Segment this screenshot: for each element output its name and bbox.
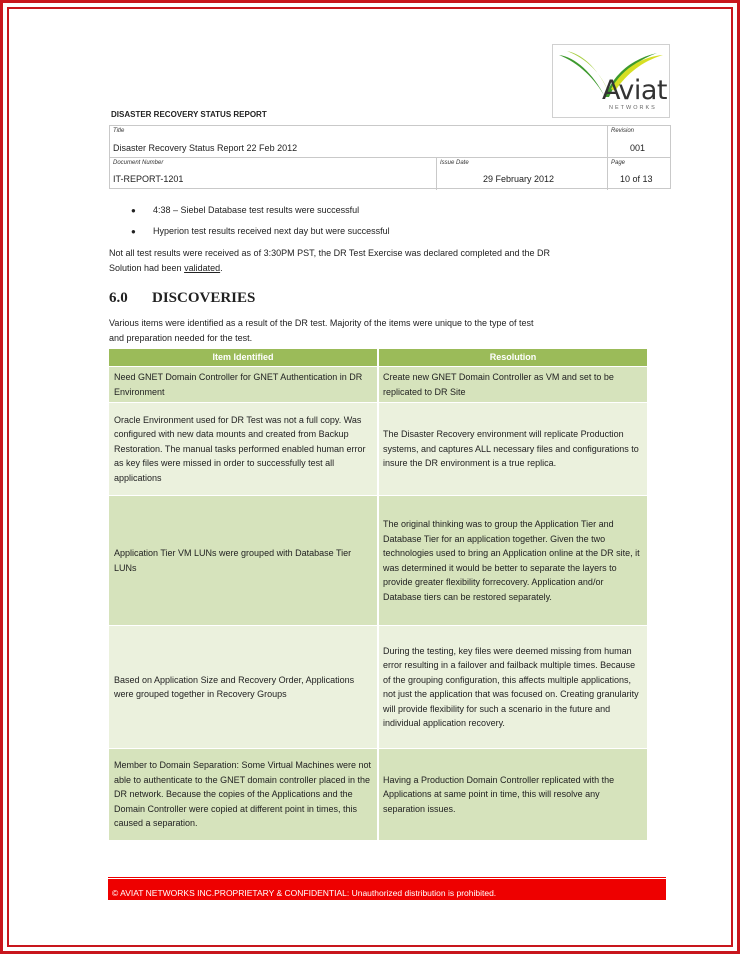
footer-rule	[108, 877, 666, 878]
item-cell: Application Tier VM LUNs were grouped with Database Tier LUNs	[114, 548, 352, 573]
resolution-cell: During the testing, key files were deemed missing from human error resulting in a failover and failback multiple times. Because of the grouping configuration, this affects multiple applications, not just the application that was focused on. Creating granularity will provide flexibility for such a scenario in the future and individual application recovery.	[383, 645, 639, 728]
section-heading	[109, 290, 255, 307]
summary-text: .	[220, 263, 223, 273]
resolution-cell: The Disaster Recovery environment will replicate Production systems, and captures ALL necessary files and configurations to insure the DR environment is a true replica.	[383, 429, 639, 469]
summary-text: Solution had been	[109, 263, 185, 273]
resolution-cell: Create new GNET Domain Controller as VM and set to be replicated to DR Site	[383, 372, 614, 397]
confidential-footer	[108, 879, 666, 900]
resolution-cell: The original thinking was to group the Application Tier and Database Tier for an application together. Given the two technologies used to bring an Application online at the DR site, it was determined it would be better to separate the layers to provide greater flexibility forrecovery. Application and/or Database tiers can be restored separately.	[383, 519, 640, 602]
bullet-icon: ●	[131, 227, 136, 236]
page-cell	[608, 158, 670, 190]
item-cell: Need GNET Domain Controller for GNET Authentication in DR Environment	[114, 372, 363, 397]
list-item	[131, 205, 359, 215]
bullet-text: 4:38 – Siebel Database test results were successful	[153, 205, 360, 215]
title-cell	[110, 126, 607, 157]
title-label: Title	[113, 128, 125, 134]
resolution-cell: Having a Production Domain Controller replicated with the Applications at same point in time, this will resolve any separation issues.	[383, 774, 615, 814]
summary-line: Not all test results were received as of 3:30PM PST, the DR Test Exercise was declared completed and the DR	[109, 248, 551, 258]
document-number-value: IT-REPORT-1201	[113, 174, 184, 184]
table-row	[109, 402, 647, 495]
footer-text: © AVIAT NETWORKS INC.PROPRIETARY & CONFIDENTIAL: Unauthorized distribution is prohibited.	[112, 888, 497, 898]
document-number-label: Document Number	[113, 160, 164, 166]
bullet-text: Hyperion test results received next day but were successful	[153, 226, 390, 236]
summary-paragraph	[109, 246, 649, 276]
issue-date-value: 29 February 2012	[483, 174, 555, 184]
intro-line: Various items were identified as a result of the DR test. Majority of the items were unique to the type of test	[109, 318, 534, 328]
page-value: 10 of 13	[620, 174, 653, 184]
page-label: Page	[611, 160, 626, 166]
issue-date-cell	[437, 158, 607, 190]
aviat-logo	[552, 44, 670, 118]
revision-cell	[608, 126, 670, 157]
logo-subtext: NETWORKS	[609, 105, 657, 111]
list-item	[131, 226, 390, 236]
revision-label: Revision	[611, 128, 635, 134]
header-item-identified: Item Identified	[212, 352, 274, 362]
section-intro	[109, 316, 649, 346]
table-row	[109, 625, 647, 748]
document-number-cell	[110, 158, 436, 190]
header-resolution: Resolution	[489, 352, 537, 362]
title-value: Disaster Recovery Status Report 22 Feb 2012	[113, 143, 298, 153]
section-number: 6.0	[109, 290, 128, 306]
item-cell: Oracle Environment used for DR Test was not a full copy. Was configured with new data mounts and created from Backup Restoration. The manual tasks performed enabled human error as key files were missed in order to successfully test all applications	[114, 414, 366, 483]
revision-value: 001	[630, 143, 646, 153]
table-header	[109, 349, 647, 366]
document-heading: DISASTER RECOVERY STATUS REPORT	[111, 110, 267, 119]
table-row	[109, 495, 647, 625]
bullet-icon: ●	[131, 206, 136, 215]
section-title: DISCOVERIES	[152, 290, 256, 306]
item-cell: Based on Application Size and Recovery Order, Applications were grouped together in Recovery Groups	[114, 674, 355, 699]
summary-line	[109, 261, 649, 276]
issue-date-label: Issue Date	[440, 160, 469, 166]
table-row	[109, 748, 647, 840]
document-info-table	[109, 125, 671, 189]
intro-line: and preparation needed for the test.	[109, 333, 253, 343]
logo-wordmark: Aviat	[602, 75, 667, 106]
validated-link: validated	[184, 263, 221, 273]
item-cell: Member to Domain Separation: Some Virtual Machines were not able to authenticate to the GNET domain controller placed in the DR network. Because the copies of the Applications and the Domain Controller were copied at different point in times, this caused a separation.	[114, 760, 371, 829]
table-row	[109, 366, 647, 402]
